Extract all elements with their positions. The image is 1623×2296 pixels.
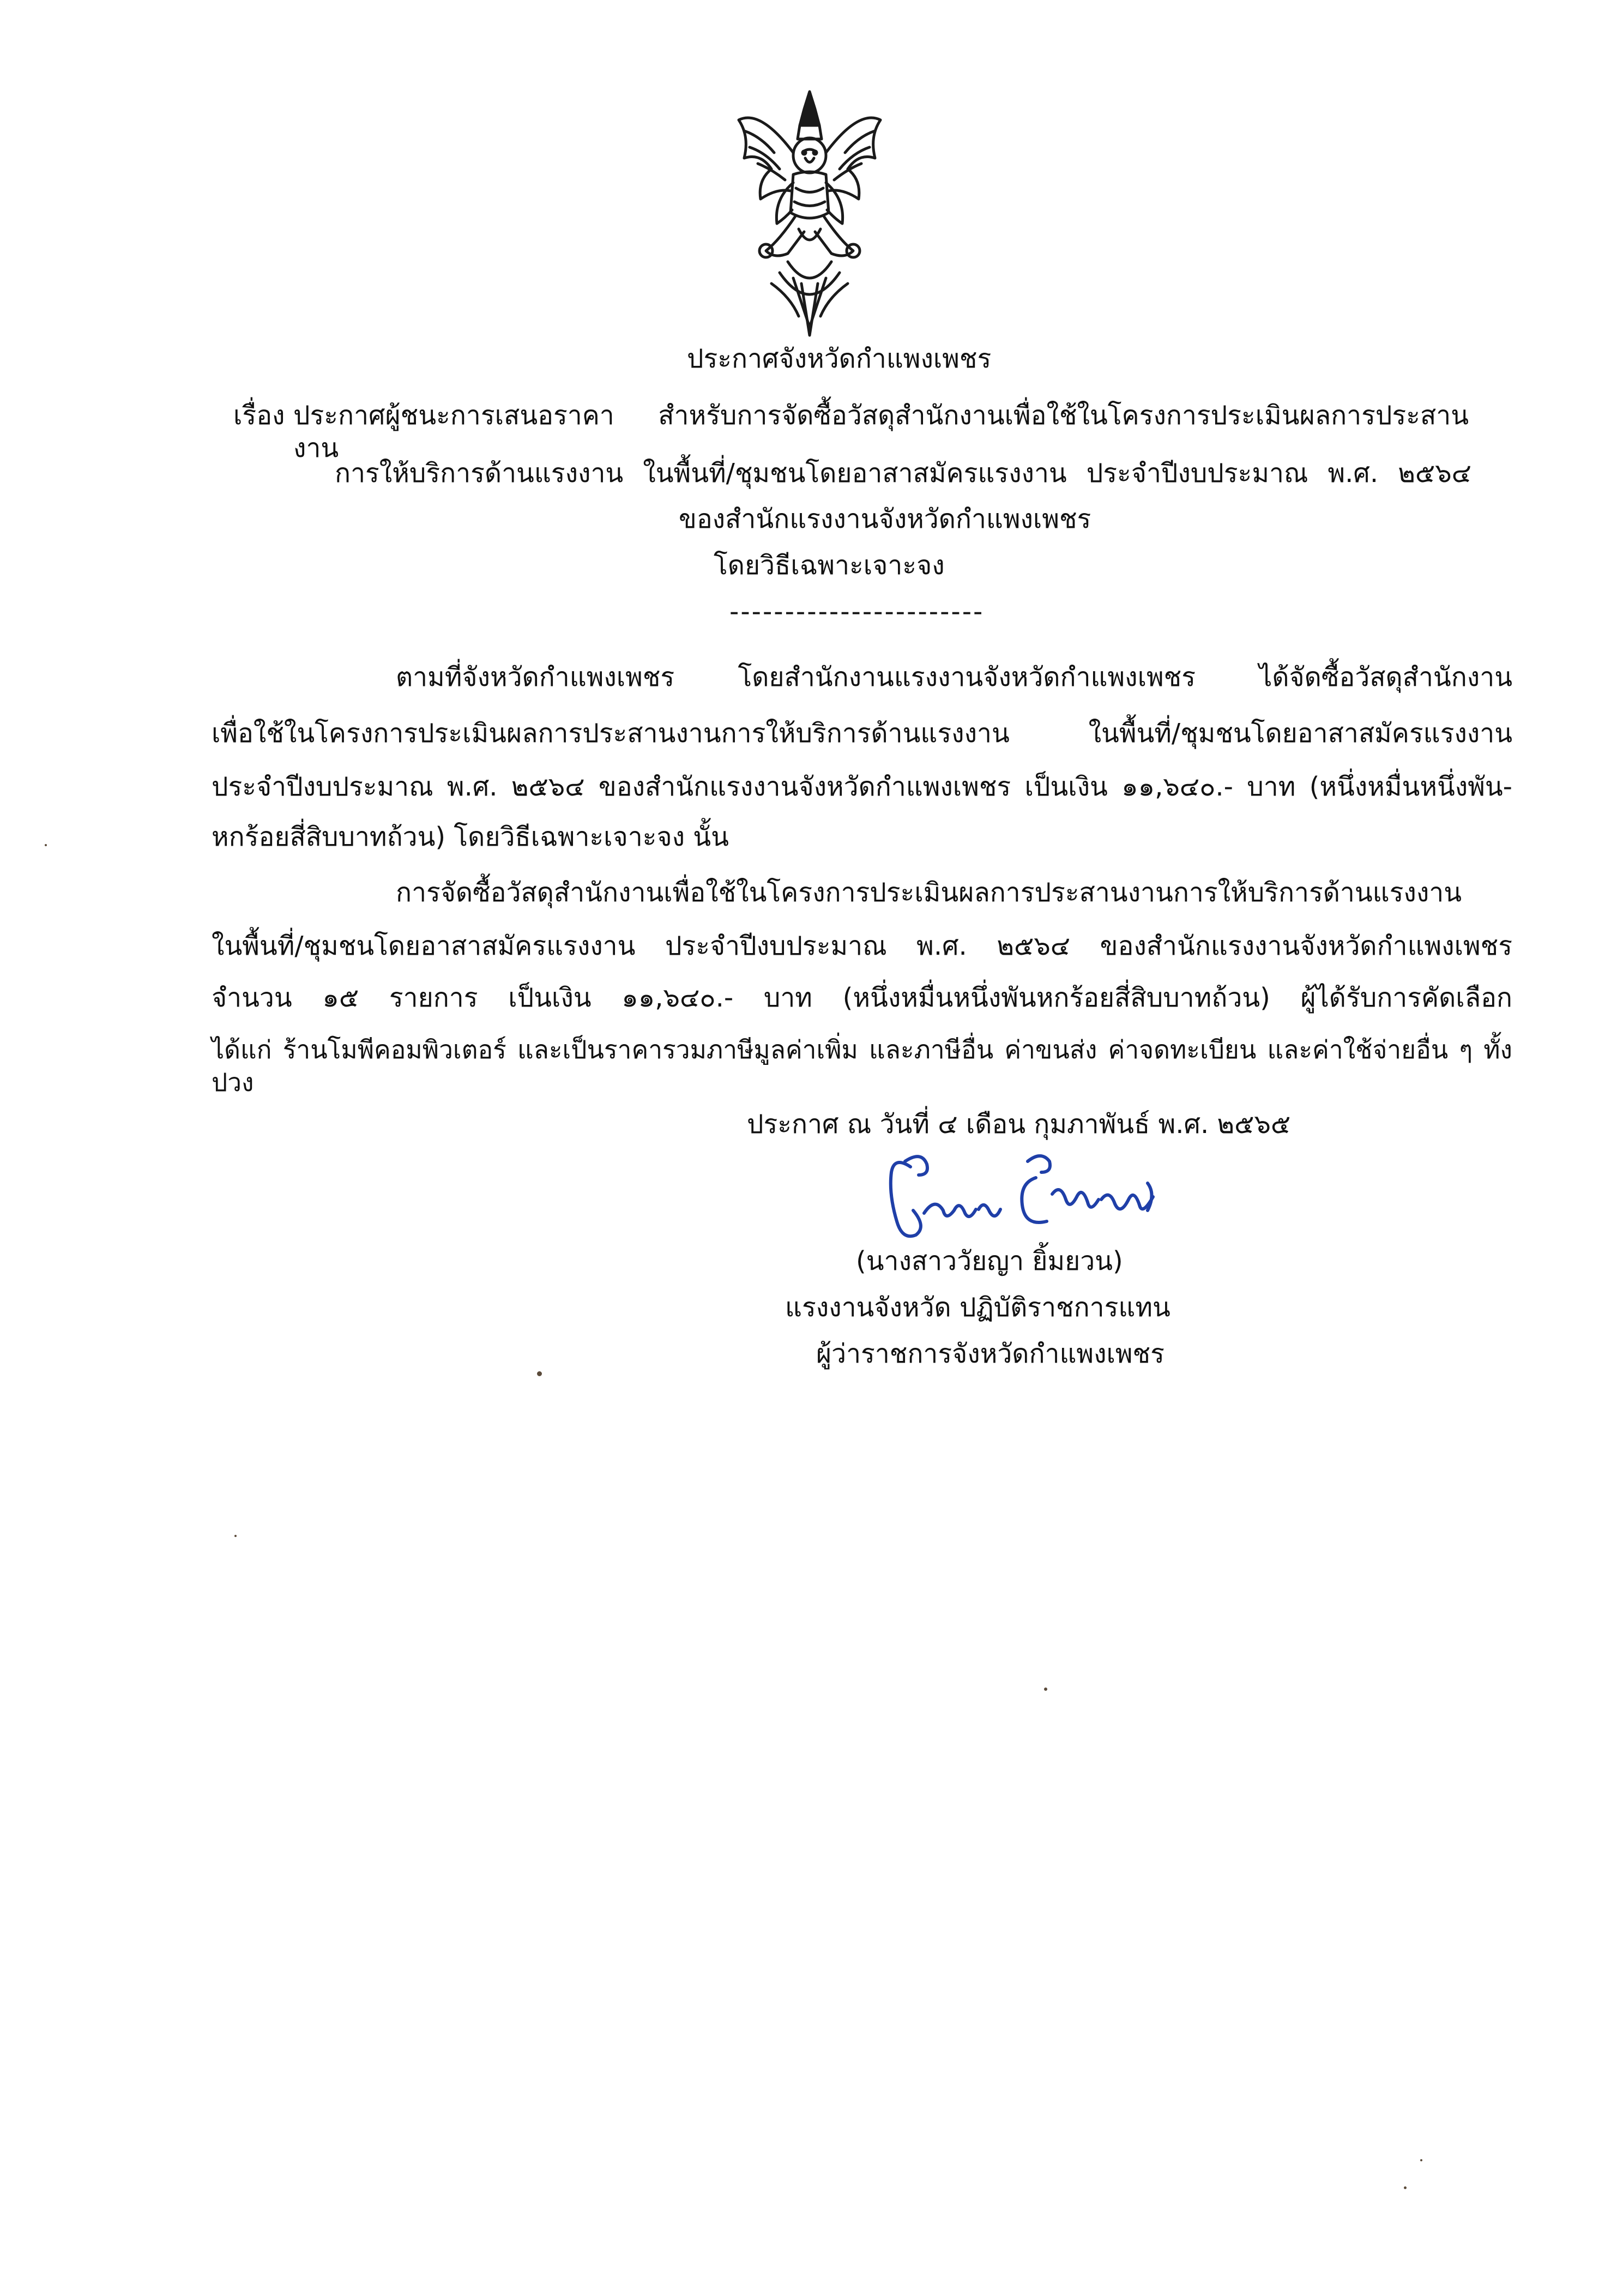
announcement-date: ประกาศ ณ วันที่ ๔ เดือน กุมภาพันธ์ พ.ศ. ๒๕๖๕	[747, 1109, 1291, 1140]
signer-name: (นางสาววัยญา ยิ้มยวน)	[856, 1246, 1123, 1276]
paragraph-2-line-2: ในพื้นที่/ชุมชนโดยอาสาสมัครแรงงาน ประจำปีงบประมาณ พ.ศ. ๒๕๖๔ ของสำนักแรงงานจังหวัดกำแพงเพชร	[212, 931, 1512, 961]
paragraph-2-line-1: การจัดซื้อวัสดุสำนักงานเพื่อใช้ในโครงการประเมินผลการประสานงานการให้บริการด้านแรงงาน	[396, 877, 1462, 908]
subject-line-4: โดยวิธีเฉพาะเจาะจง	[714, 550, 945, 581]
scan-speck	[1420, 2159, 1422, 2161]
paragraph-1-line-4: หกร้อยสี่สิบบาทถ้วน) โดยวิธีเฉพาะเจาะจง นั้น	[212, 822, 729, 852]
signature-icon	[872, 1145, 1178, 1249]
garuda-emblem-icon	[728, 87, 891, 344]
scan-speck	[234, 1535, 237, 1537]
signer-position-1: แรงงานจังหวัด ปฏิบัติราชการแทน	[785, 1292, 1171, 1323]
scan-speck	[1404, 2186, 1407, 2189]
subject-label: เรื่อง	[233, 400, 285, 431]
paragraph-1-line-2: เพื่อใช้ในโครงการประเมินผลการประสานงานการให้บริการด้านแรงงาน ในพื้นที่/ชุมชนโดยอาสาสมัครแรงงาน	[212, 718, 1512, 749]
paragraph-2-line-3: จำนวน ๑๕ รายการ เป็นเงิน ๑๑,๖๔๐.- บาท (หนึ่งหมื่นหนึ่งพันหกร้อยสี่สิบบาทถ้วน) ผู้ได้รับการคัดเลือก	[212, 983, 1512, 1013]
subject-line-3: ของสำนักแรงงานจังหวัดกำแพงเพชร	[679, 504, 1091, 534]
header-divider: -----------------------	[729, 596, 985, 627]
signer-position-2: ผู้ว่าราชการจังหวัดกำแพงเพชร	[816, 1339, 1165, 1369]
paragraph-2-line-4: ได้แก่ ร้านโมพีคอมพิวเตอร์ และเป็นราคารวมภาษีมูลค่าเพิ่ม และภาษีอื่น ค่าขนส่ง ค่าจดทะเบียน และค่าใช้จ่ายอื่น ๆ ทั้งปวง	[212, 1035, 1512, 1097]
scan-speck	[45, 844, 47, 846]
scan-speck	[537, 1371, 542, 1376]
paragraph-1-line-1: ตามที่จังหวัดกำแพงเพชร โดยสำนักงานแรงงานจังหวัดกำแพงเพชร ได้จัดซื้อวัสดุสำนักงาน	[396, 662, 1512, 692]
scan-speck	[1044, 1688, 1047, 1691]
subject-line-2: การให้บริการด้านแรงงาน ในพื้นที่/ชุมชนโดยอาสาสมัครแรงงาน ประจำปีงบประมาณ พ.ศ. ๒๕๖๔	[335, 458, 1471, 489]
document-title: ประกาศจังหวัดกำแพงเพชร	[687, 344, 992, 374]
paragraph-1-line-3: ประจำปีงบประมาณ พ.ศ. ๒๕๖๔ ของสำนักแรงงานจังหวัดกำแพงเพชร เป็นเงิน ๑๑,๖๔๐.- บาท (หนึ่งหมื่นหนึ่งพัน-	[212, 772, 1512, 802]
subject-line-1: ประกาศผู้ชนะการเสนอราคา สำหรับการจัดซื้อวัสดุสำนักงานเพื่อใช้ในโครงการประเมินผลการประสานงาน	[293, 400, 1469, 463]
